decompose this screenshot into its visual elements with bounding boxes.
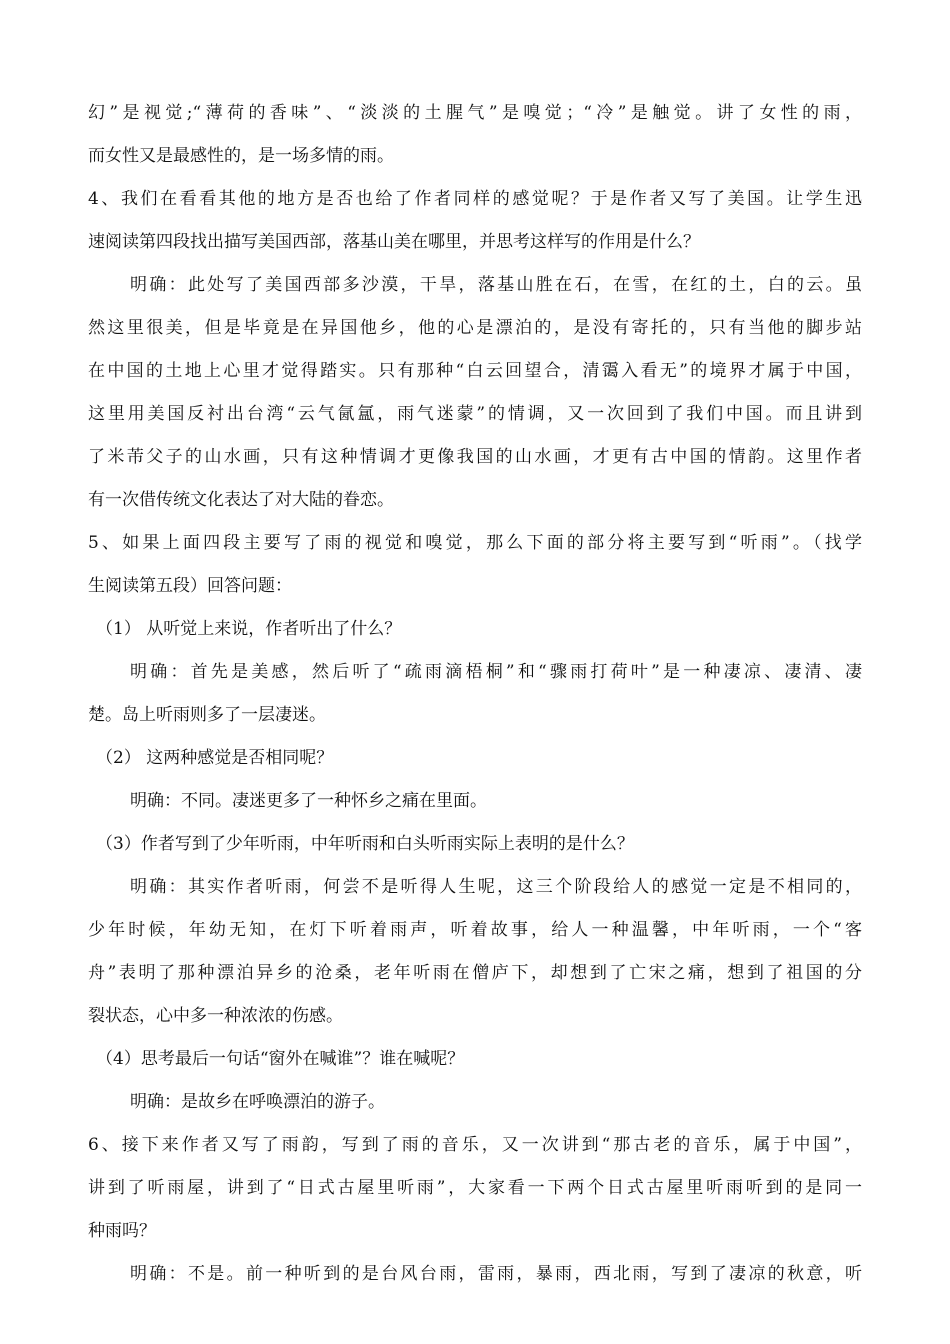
text-line: 在中国的土地上心里才觉得踏实。只有那种“白云回望合，清霭入看无”的境界才属于中国， [88, 361, 862, 381]
text-line: 裂状态，心中多一种浓浓的伤感。 [88, 1006, 343, 1026]
text-line: 而女性又是最感性的，是一场多情的雨。 [88, 146, 394, 166]
question-4: （4）思考最后一句话“窗外在喊谁”？谁在喊呢？ [96, 1049, 465, 1069]
text-line: 这里用美国反衬出台湾“云气氤氲，雨气迷蒙”的情调，又一次回到了我们中国。而且讲到 [88, 404, 862, 424]
question-3: （3）作者写到了少年听雨，中年听雨和白头听雨实际上表明的是什么？ [96, 834, 634, 854]
text-line: 然这里很美，但是毕竟是在异国他乡，他的心是漂泊的，是没有寄托的，只有当他的脚步站 [88, 318, 862, 338]
question-1: （1） 从听觉上来说，作者听出了什么？ [96, 619, 402, 639]
text-line: 讲到了听雨屋，讲到了“日式古屋里听雨”，大家看一下两个日式古屋里听雨听到的是同一 [88, 1178, 862, 1198]
answer-line: 明确：是故乡在呼唤漂泊的游子。 [130, 1092, 385, 1112]
text-line: 幻”是视觉;“薄荷的香味”、“淡淡的土腥气”是嗅觉；“冷”是触觉。讲了女性的雨， [88, 103, 862, 123]
answer-line: 明确：不同。凄迷更多了一种怀乡之痛在里面。 [130, 791, 487, 811]
text-line: 明确：此处写了美国西部多沙漠，干旱，落基山胜在石，在雪，在红的土，白的云。虽 [130, 275, 862, 295]
text-line: 少年时候，年幼无知，在灯下听着雨声，听着故事，给人一种温馨，中年听雨，一个“客 [88, 920, 862, 940]
question-2: （2） 这两种感觉是否相同呢？ [96, 748, 334, 768]
text-line: 生阅读第五段）回答问题： [88, 576, 292, 596]
answer-line: 明确：不是。前一种听到的是台风台雨，雷雨，暴雨，西北雨，写到了凄凉的秋意，听 [130, 1264, 862, 1284]
text-line: 了米芾父子的山水画，只有这种情调才更像我国的山水画，才更有古中国的情韵。这里作者 [88, 447, 862, 467]
text-line: 6、接下来作者又写了雨韵，写到了雨的音乐，又一次讲到“那古老的音乐，属于中国”， [88, 1135, 862, 1155]
text-line: 舟”表明了那种漂泊异乡的沧桑，老年听雨在僧庐下，却想到了亡宋之痛，想到了祖国的分 [88, 963, 862, 983]
text-line: 5、如果上面四段主要写了雨的视觉和嗅觉，那么下面的部分将主要写到“听雨”。（找学 [88, 533, 862, 553]
text-line: 有一次借传统文化表达了对大陆的眷恋。 [88, 490, 394, 510]
text-line: 速阅读第四段找出描写美国西部，落基山美在哪里，并思考这样写的作用是什么？ [88, 232, 700, 252]
answer-line: 明确：其实作者听雨，何尝不是听得人生呢，这三个阶段给人的感觉一定是不相同的， [130, 877, 862, 897]
text-line: 楚。岛上听雨则多了一层凄迷。 [88, 705, 326, 725]
text-line: 种雨吗？ [88, 1221, 156, 1241]
answer-line: 明确：首先是美感，然后听了“疏雨滴梧桐”和“骤雨打荷叶”是一种凄凉、凄清、凄 [130, 662, 862, 682]
text-line: 4、我们在看看其他的地方是否也给了作者同样的感觉呢？于是作者又写了美国。让学生迅 [88, 189, 862, 209]
